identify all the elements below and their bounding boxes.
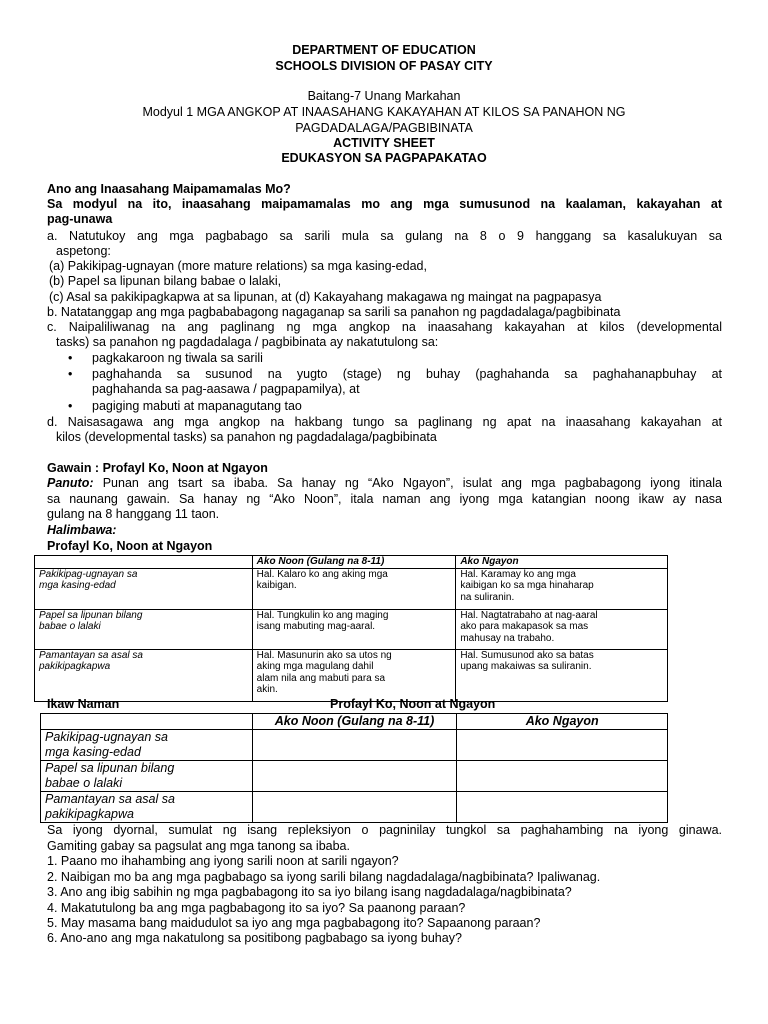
objectives-intro-line2: pag-unawa <box>47 212 113 226</box>
objective-a-sub3: (c) Asal sa pakikipagkapwa at sa lipunan, at (d) Kakayahang makagawa ng maingat na pagpapasya <box>49 290 602 304</box>
division-heading: SCHOOLS DIVISION OF PASAY CITY <box>275 59 493 73</box>
table-row <box>35 568 668 609</box>
example-profile-table <box>34 555 668 702</box>
panuto-line1 <box>47 476 722 492</box>
table-header-ngayon: Ako Ngayon <box>457 714 668 730</box>
table-header-noon: Ako Noon (Gulang na 8-11) <box>252 714 457 730</box>
panuto-line2: sa naunang gawain. Sa hanay ng “Ako Noon”, itala naman ang iyong mga katangian noong ikaw ay nasa <box>47 492 722 506</box>
table-header-noon: Ako Noon (Gulang na 8-11) <box>252 556 456 569</box>
objective-a-line2: aspetong: <box>56 244 111 258</box>
row-aspect: Pakikipag-ugnayan sa mga kasing-edad <box>35 568 253 609</box>
panuto-line3: gulang na 8 hanggang 11 taon. <box>47 507 220 521</box>
answer-cell-ngayon[interactable] <box>457 792 668 823</box>
bullet-text: paghahanda sa susunod na yugto (stage) ng buhay (paghahanda sa paghahanapbuhay at <box>92 367 722 381</box>
bullet-dot: • <box>68 367 73 381</box>
objectives-question: Ano ang Inaasahang Maipamamalas Mo? <box>47 182 291 196</box>
grade-quarter: Baitang-7 Unang Markahan <box>307 89 461 103</box>
objective-c-line1: c. Naipaliliwanag na ang paglinang ng mga angkop na inaasahang kakayahan at kilos (developmental <box>47 320 722 334</box>
row-aspect: Pamantayan sa asal sa pakikipagkapwa <box>41 792 253 823</box>
panuto-text: Punan ang tsart sa ibaba. Sa hanay ng “Ako Ngayon”, isulat ang mga pagbabagong iyong itinala <box>93 476 722 490</box>
table-row <box>41 792 668 823</box>
objective-c-line2: tasks) sa panahon ng pagdadalaga / pagbibinata ay nakatutulong sa: <box>56 335 439 349</box>
ikaw-naman-label: Ikaw Naman <box>47 697 120 711</box>
objective-b: b. Natatanggap ang mga pagbababagong nagaganap sa sarili sa panahon ng pagdadalaga/pagbibinata <box>47 305 621 319</box>
module-title-line1: Modyul 1 MGA ANGKOP AT INAASAHANG KAKAYAHAN AT KILOS SA PANAHON NG <box>142 105 626 119</box>
table-header-blank <box>35 556 253 569</box>
reflection-intro-line2: Gamiting gabay sa pagsulat ang mga tanong sa ibaba. <box>47 839 350 853</box>
table-row <box>41 730 668 761</box>
table-header-blank <box>41 714 253 730</box>
reflection-question-2: 2. Naibigan mo ba ang mga pagbabago sa iyong sarili bilang nagdadalaga/nagbibinata? Ipaliwanag. <box>47 870 601 884</box>
subject-title: EDUKASYON SA PAGPAPAKATAO <box>281 151 487 165</box>
row-aspect: Pamantayan sa asal sa pakikipagkapwa <box>35 649 253 701</box>
objective-a-line1: a. Natutukoy ang mga pagbabago sa sarili mula sa gulang na 8 o 9 hanggang sa kasalukuyan sa <box>47 229 722 243</box>
bullet-dot: • <box>68 351 73 365</box>
row-aspect: Pakikipag-ugnayan sa mga kasing-edad <box>41 730 253 761</box>
halimbawa-label: Halimbawa: <box>47 523 117 537</box>
reflection-question-5: 5. May masama bang maidudulot sa iyo ang mga pagbabagong ito? Sapaanong paraan? <box>47 916 541 930</box>
department-heading: DEPARTMENT OF EDUCATION <box>292 43 476 57</box>
table-row <box>35 609 668 649</box>
table-row <box>35 649 668 701</box>
row-aspect: Papel sa lipunan bilang babae o lalaki <box>41 761 253 792</box>
row-noon: Hal. Masunurin ako sa utos ng aking mga magulang dahil alam nila ang mabuti para sa akin. <box>252 649 456 701</box>
objective-a-sub1: (a) Pakikipag-ugnayan (more mature relations) sa mga kasing-edad, <box>49 259 427 273</box>
objective-d-line2: kilos (developmental tasks) sa panahon ng pagdadalaga/pagbibinata <box>56 430 437 444</box>
reflection-question-4: 4. Makatutulong ba ang mga pagbabagong ito sa iyo? Sa paanong paraan? <box>47 901 466 915</box>
sheet-title: ACTIVITY SHEET <box>333 136 435 150</box>
bullet-text-cont: paghahanda sa pag-aasawa / pagpapamilya), at <box>92 382 360 396</box>
table-header-row <box>35 556 668 569</box>
bullet-dot: • <box>68 399 73 413</box>
answer-cell-ngayon[interactable] <box>457 761 668 792</box>
example-table-title: Profayl Ko, Noon at Ngayon <box>47 539 213 553</box>
panuto-label: Panuto: <box>47 476 94 490</box>
reflection-question-1: 1. Paano mo ihahambing ang iyong sarili noon at sarili ngayon? <box>47 854 399 868</box>
reflection-intro-line1: Sa iyong dyornal, sumulat ng isang repleksiyon o pagninilay tungkol sa paghahambing na iyong ginawa. <box>47 823 722 837</box>
answer-cell-noon[interactable] <box>252 730 457 761</box>
objective-d-line1: d. Naisasagawa ang mga angkop na hakbang tungo sa paglinang ng apat na inaasahang kakayahan at <box>47 415 722 429</box>
table-row <box>41 761 668 792</box>
answer-cell-ngayon[interactable] <box>457 730 668 761</box>
bullet-text: pagkakaroon ng tiwala sa sarili <box>92 351 263 365</box>
row-ngayon: Hal. Nagtatrabaho at nag-aaral ako para makapasok sa mas mahusay na trabaho. <box>456 609 668 649</box>
bullet-text: pagiging mabuti at mapanagutang tao <box>92 399 302 413</box>
row-noon: Hal. Tungkulin ko ang maging isang mabuting mag-aaral. <box>252 609 456 649</box>
answer-cell-noon[interactable] <box>252 761 457 792</box>
row-noon: Hal. Kalaro ko ang aking mga kaibigan. <box>252 568 456 609</box>
row-ngayon: Hal. Karamay ko ang mga kaibigan ko sa mga hinaharap na suliranin. <box>456 568 668 609</box>
row-aspect: Papel sa lipunan bilang babae o lalaki <box>35 609 253 649</box>
ikaw-table-title: Profayl Ko, Noon at Ngayon <box>330 697 496 711</box>
gawain-title: Gawain : Profayl Ko, Noon at Ngayon <box>47 461 268 475</box>
table-header-row <box>41 714 668 730</box>
table-header-ngayon: Ako Ngayon <box>456 556 668 569</box>
reflection-question-3: 3. Ano ang ibig sabihin ng mga pagbabagong ito sa iyo bilang isang nagdadalaga/nagbibinata? <box>47 885 572 899</box>
answer-cell-noon[interactable] <box>252 792 457 823</box>
objective-a-sub2: (b) Papel sa lipunan bilang babae o lalaki, <box>49 274 282 288</box>
reflection-question-6: 6. Ano-ano ang mga nakatulong sa positibong pagbabago sa iyong buhay? <box>47 931 462 945</box>
student-profile-table <box>40 713 668 823</box>
module-title-line2: PAGDADALAGA/PAGBIBINATA <box>295 121 473 135</box>
objectives-intro-line1: Sa modyul na ito, inaasahang maipamamalas mo ang mga sumusunod na kaalaman, kakayahan at <box>47 197 722 211</box>
row-ngayon: Hal. Sumusunod ako sa batas upang makaiwas sa suliranin. <box>456 649 668 701</box>
